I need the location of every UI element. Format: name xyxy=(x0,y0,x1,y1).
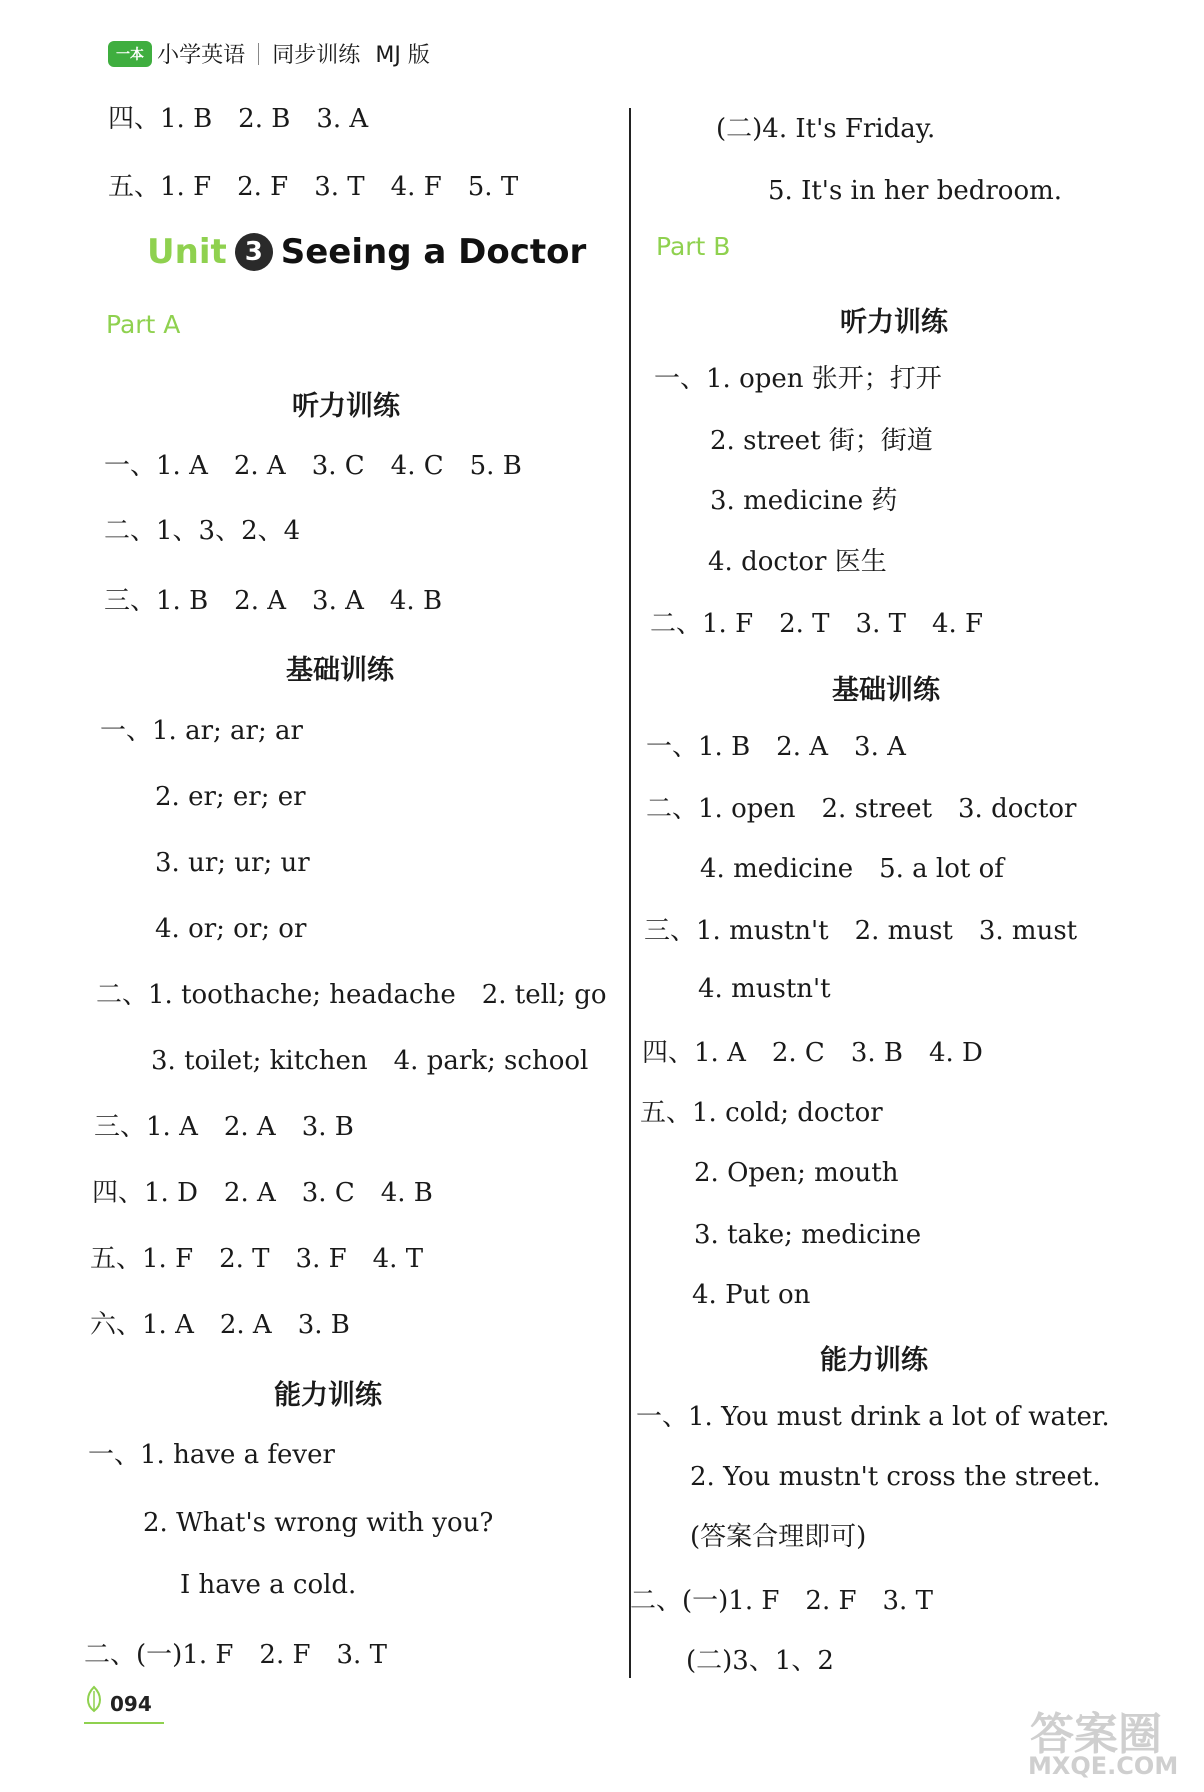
answer-line: 三、1. mustn't 2. must 3. must xyxy=(644,916,1078,946)
part-b-heading: Part B xyxy=(656,232,731,261)
page-header xyxy=(108,38,430,69)
answer-line: (答案合理即可) xyxy=(690,1522,867,1552)
answer-line: 一、1. open 张开；打开 xyxy=(654,364,942,394)
header-separator xyxy=(258,43,259,65)
answer-line: 一、1. have a fever xyxy=(88,1440,335,1470)
unit-heading xyxy=(147,232,586,272)
answer-line: 五、1. F 2. T 3. F 4. T xyxy=(90,1244,424,1274)
answer-line: 二、1. F 2. T 3. T 4. F xyxy=(650,609,984,639)
unit-number-badge: 3 xyxy=(235,233,273,271)
answer-line: 4. doctor 医生 xyxy=(708,547,887,577)
answer-line: 三、1. A 2. A 3. B xyxy=(94,1112,354,1142)
unit-word: Unit xyxy=(147,232,227,272)
answer-line: 四、1. A 2. C 3. B 4. D xyxy=(642,1038,983,1068)
answer-line: 二、1. toothache; headache 2. tell; go xyxy=(96,980,607,1010)
subject-label: 小学英语 xyxy=(157,43,246,68)
answer-line: 一、1. ar; ar; ar xyxy=(100,716,303,746)
answer-line: 四、1. D 2. A 3. C 4. B xyxy=(92,1178,433,1208)
answer-line: 4. Put on xyxy=(692,1280,811,1310)
answer-line: 六、1. A 2. A 3. B xyxy=(90,1310,350,1340)
answer-line: (二)3、1、2 xyxy=(686,1646,834,1676)
answer-line: 3. ur; ur; ur xyxy=(155,848,310,878)
answer-line: 一、1. You must drink a lot of water. xyxy=(636,1402,1110,1432)
page-number: 094 xyxy=(110,1692,152,1716)
answer-line: 2. street 街；街道 xyxy=(710,426,933,456)
answer-line: 3. take; medicine xyxy=(694,1220,922,1250)
column-divider xyxy=(629,108,631,1678)
answer-line: 二、(一)1. F 2. F 3. T xyxy=(84,1640,387,1670)
answer-line: 5. It's in her bedroom. xyxy=(768,176,1063,206)
answer-line: 4. or; or; or xyxy=(155,914,307,944)
page-number-underline xyxy=(84,1722,164,1724)
brand-logo: 一本 xyxy=(108,41,152,67)
answer-line: 2. er; er; er xyxy=(155,782,306,812)
answer-line: 2. What's wrong with you? xyxy=(143,1508,494,1538)
part-a-heading: Part A xyxy=(106,310,181,339)
section-heading-listening: 听力训练 xyxy=(840,307,948,338)
answer-line: 4. medicine 5. a lot of xyxy=(700,854,1004,884)
answer-line: 四、1. B 2. B 3. A xyxy=(108,104,369,134)
watermark-logo: 答案圈 xyxy=(1030,1709,1162,1760)
answer-line: 二、(一)1. F 2. F 3. T xyxy=(630,1586,933,1616)
series-label: 同步训练 xyxy=(272,43,361,68)
answer-line: 五、1. cold; doctor xyxy=(640,1098,883,1128)
leaf-icon xyxy=(84,1685,104,1713)
edition-label: MJ 版 xyxy=(375,43,430,68)
answer-line: 五、1. F 2. F 3. T 4. F 5. T xyxy=(108,172,519,202)
section-heading-ability: 能力训练 xyxy=(274,1380,382,1411)
answer-line: 一、1. A 2. A 3. C 4. C 5. B xyxy=(104,451,522,481)
answer-line: (二)4. It's Friday. xyxy=(716,114,936,144)
answer-line: 三、1. B 2. A 3. A 4. B xyxy=(104,586,443,616)
answer-line: 二、1、3、2、4 xyxy=(104,516,301,546)
section-heading-ability: 能力训练 xyxy=(820,1345,928,1376)
watermark-url: MXQE.COM xyxy=(1028,1752,1179,1780)
answer-line: 3. medicine 药 xyxy=(710,486,898,516)
answer-line: 一、1. B 2. A 3. A xyxy=(646,732,906,762)
answer-line: 2. Open; mouth xyxy=(694,1158,899,1188)
answer-line: I have a cold. xyxy=(180,1570,357,1600)
answer-line: 3. toilet; kitchen 4. park; school xyxy=(151,1046,589,1076)
answer-line: 4. mustn't xyxy=(698,974,831,1004)
section-heading-basic: 基础训练 xyxy=(286,655,394,686)
answer-line: 二、1. open 2. street 3. doctor xyxy=(646,794,1077,824)
answer-line: 2. You mustn't cross the street. xyxy=(690,1462,1101,1492)
section-heading-listening: 听力训练 xyxy=(292,391,400,422)
unit-title: Seeing a Doctor xyxy=(280,232,587,272)
section-heading-basic: 基础训练 xyxy=(832,675,940,706)
